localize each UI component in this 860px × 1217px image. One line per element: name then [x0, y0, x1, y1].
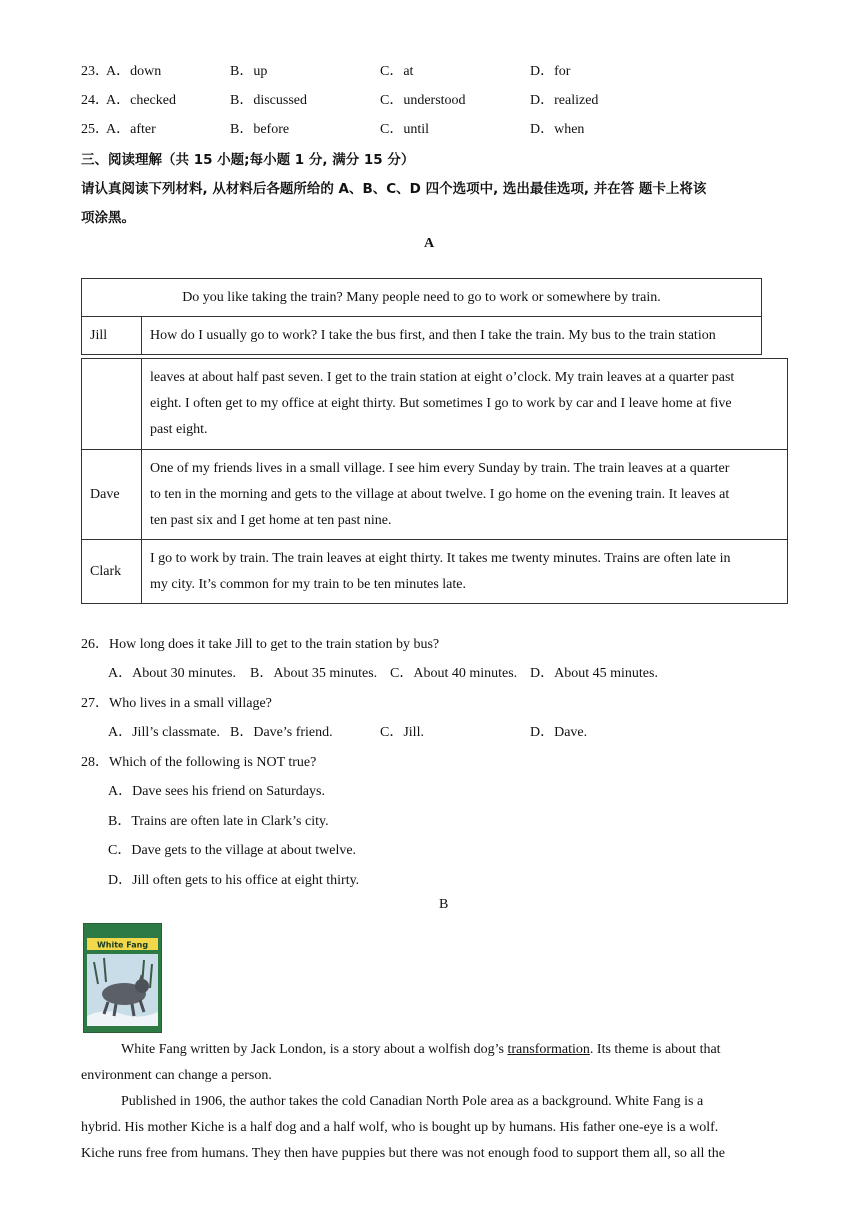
q26-option-b: B．About 35 minutes. — [250, 666, 378, 681]
clark-text — [142, 540, 788, 604]
q27-stem: 27．Who lives in a small village? — [81, 696, 272, 711]
q24-option-b: B．discussed — [230, 93, 307, 108]
section-title: 三、阅读理解（共 15 小题;每小题 1 分, 满分 15 分） — [81, 152, 415, 168]
passage-b-paragraph-2 — [81, 1089, 781, 1167]
dave-text — [142, 450, 788, 540]
clark-line: my city. It’s common for my train to be ten minutes late. — [150, 576, 466, 592]
clark-line: I go to work by train. The train leaves at eight thirty. It takes me twenty minutes. Trains are often late in — [150, 550, 731, 566]
passage-b-paragraph-1 — [81, 1037, 781, 1089]
section-instruction-line2: 项涂黑。 — [81, 210, 135, 226]
passage-a-table-top — [81, 278, 762, 355]
jill-cont-line: eight. I often get to my office at eight thirty. But sometimes I go to work by car and I leave home at five — [150, 396, 732, 411]
q24-number: 24． — [81, 93, 109, 108]
q23-option-c: C．at — [380, 64, 414, 79]
dave-name: Dave — [82, 450, 142, 540]
q28-option-d: D．Jill often gets to his office at eight thirty. — [108, 873, 360, 888]
jill-cont-line: leaves at about half past seven. I get to the train station at eight o’clock. My train leaves at a quarter past — [150, 370, 735, 385]
q23-number: 23． — [81, 64, 109, 79]
q23-option-d: D．for — [530, 64, 571, 79]
underlined-word: transformation — [507, 1042, 590, 1057]
q26-option-c: C．About 40 minutes. — [390, 666, 518, 681]
q27-option-c: C．Jill. — [380, 725, 424, 740]
clark-name: Clark — [82, 540, 142, 604]
q28-option-b: B．Trains are often late in Clark’s city. — [108, 814, 329, 829]
passage-a-label: A — [424, 236, 435, 251]
q26-option-a: A．About 30 minutes. — [108, 666, 236, 681]
passage-a-table-bottom — [81, 358, 788, 604]
q25-option-a: A．after — [106, 122, 156, 137]
q25-option-b: B．before — [230, 122, 290, 137]
q27-option-a: A．Jill’s classmate. — [108, 725, 220, 740]
q27-option-b: B．Dave’s friend. — [230, 725, 333, 740]
p1-line2: environment can change a person. — [81, 1068, 272, 1083]
q26-option-d: D．About 45 minutes. — [530, 666, 658, 681]
p2-line: hybrid. His mother Kiche is a half dog and a half wolf, who is bought up by humans. His father one-eye is a wolf. — [81, 1120, 719, 1135]
section-instruction-line1: 请认真阅读下列材料, 从材料后各题所给的 A、B、C、D 四个选项中, 选出最佳选项, 并在答 题卡上将该 — [81, 181, 707, 197]
table-header: Do you like taking the train? Many people need to go to work or somewhere by train. — [82, 279, 762, 317]
jill-name: Jill — [82, 317, 142, 355]
dave-line: ten past six and I get home at ten past nine. — [150, 512, 392, 528]
q26-stem: 26．How long does it take Jill to get to the train station by bus? — [81, 637, 440, 652]
q27-option-d: D．Dave. — [530, 725, 588, 740]
q24-option-d: D．realized — [530, 93, 599, 108]
q28-option-a: A．Dave sees his friend on Saturdays. — [108, 784, 325, 799]
book-cover-image — [83, 923, 162, 1033]
dave-line: to ten in the morning and gets to the village at about twelve. I go home on the evening train. It leaves at — [150, 486, 730, 502]
cover-title: White Fang — [96, 940, 149, 950]
p2-line: Kiche runs free from humans. They then have puppies but there was not enough food to support them all, so all the — [81, 1146, 725, 1161]
p1-text-before: White Fang written by Jack London, is a story about a wolfish dog’s — [121, 1042, 508, 1057]
q25-number: 25． — [81, 122, 109, 137]
jill-text-line1: How do I usually go to work? I take the bus first, and then I take the train. My bus to the train station — [142, 317, 762, 355]
q28-stem: 28．Which of the following is NOT true? — [81, 755, 317, 770]
q25-option-c: C．until — [380, 122, 430, 137]
jill-cont-line: past eight. — [150, 422, 208, 437]
q24-option-a: A．checked — [106, 93, 176, 108]
p1-text-after: . Its theme is about that — [589, 1042, 721, 1057]
jill-text-continued — [142, 359, 788, 450]
p2-line: Published in 1906, the author takes the cold Canadian North Pole area as a background. White Fang is a — [121, 1094, 704, 1109]
q25-option-d: D．when — [530, 122, 585, 137]
q23-option-b: B．up — [230, 64, 268, 79]
dave-line: One of my friends lives in a small village. I see him every Sunday by train. The train leaves at a quarter — [150, 460, 730, 476]
q24-option-c: C．understood — [380, 93, 466, 108]
q28-option-c: C．Dave gets to the village at about twelve. — [108, 843, 357, 858]
jill-name-continued — [82, 359, 142, 450]
q23-option-a: A．down — [106, 64, 162, 79]
passage-b-label: B — [439, 897, 449, 912]
wolf-illustration — [84, 924, 161, 1032]
